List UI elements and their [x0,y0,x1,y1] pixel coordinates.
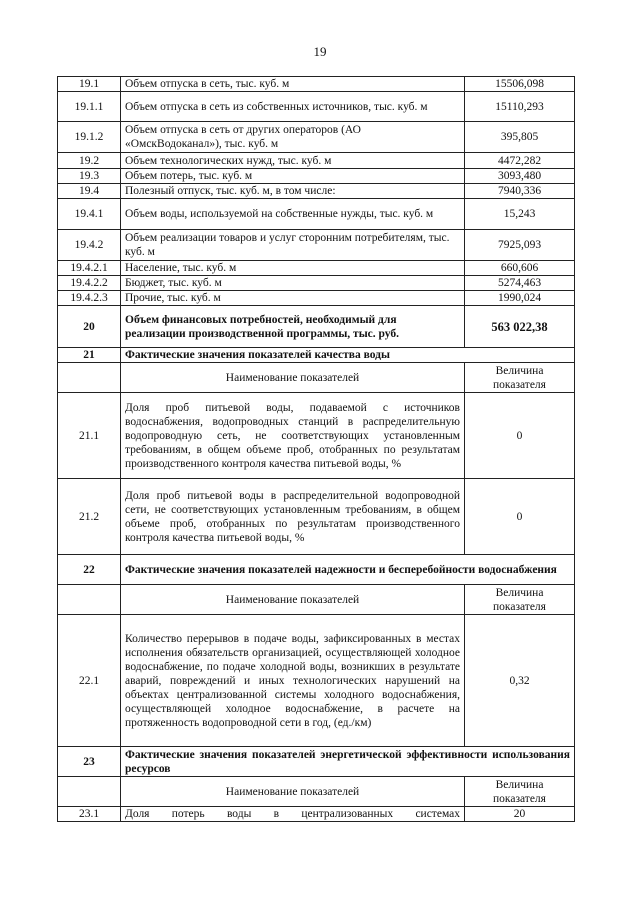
table-row [58,122,575,153]
table-row-total [58,306,575,348]
table-row [58,291,575,306]
row-description: Доля потерь воды в централизованных системах [121,807,465,822]
row-value: 15110,293 [465,92,575,122]
section-number: 21 [58,348,121,363]
table-row [58,615,575,747]
row-value: 15,243 [465,199,575,230]
row-description: Объем технологических нужд, тыс. куб. м [121,153,465,169]
row-description: Объем отпуска в сеть из собственных источников, тыс. куб. м [121,92,465,122]
row-number: 19.4 [58,184,121,199]
section-number: 23 [58,747,121,777]
row-description: Количество перерывов в подаче воды, зафиксированных в местах исполнения обязательств организацией, осуществляющей холодное водоснабжение, по подаче холодной воды, возникших в результате аварий, повреждений и иных технологических нарушений на объектах централизованной системы холодного водоснабжения, осуществляющей холодное водоснабжение, в расчете на протяженность водопроводной сети в год, (ед./км) [121,615,465,747]
table-row [58,261,575,276]
row-description: Объем потерь, тыс. куб. м [121,169,465,184]
program-table-sheet [57,76,574,822]
empty-cell [58,363,121,393]
row-description: Население, тыс. куб. м [121,261,465,276]
section-header-row [58,348,575,363]
row-number: 20 [58,306,121,348]
table-row [58,77,575,92]
section-title: Фактические значения показателей качества воды [121,348,575,363]
row-number: 21.2 [58,479,121,555]
row-value: 15506,098 [465,77,575,92]
row-description: Доля проб питьевой воды в распределительной водопроводной сети, не соответствующих установленным требованиям, в общем объеме проб, отобранных по результатам производственного контроля качества питьевой воды, % [121,479,465,555]
column-header-row [58,777,575,807]
row-value: 0,32 [465,615,575,747]
row-description: Объем отпуска в сеть от других операторов (АО «ОмскВодоканал»), тыс. куб. м [121,122,465,153]
row-value: 7925,093 [465,230,575,261]
section-header-row [58,747,575,777]
row-description: Объем реализации товаров и услуг сторонним потребителям, тыс. куб. м [121,230,465,261]
row-value: 20 [465,807,575,822]
row-number: 23.1 [58,807,121,822]
column-header-value: Величина показателя [465,585,575,615]
row-description: Объем воды, используемой на собственные нужды, тыс. куб. м [121,199,465,230]
row-number: 19.4.2.3 [58,291,121,306]
row-value: 0 [465,479,575,555]
quality-section [57,347,575,555]
row-value: 5274,463 [465,276,575,291]
column-header-name: Наименование показателей [121,363,465,393]
column-header-name: Наименование показателей [121,585,465,615]
empty-cell [58,585,121,615]
row-value: 563 022,38 [465,306,575,348]
row-description: Полезный отпуск, тыс. куб. м, в том числе: [121,184,465,199]
column-header-row [58,363,575,393]
table-row [58,92,575,122]
row-number: 19.2 [58,153,121,169]
row-number: 19.1 [58,77,121,92]
column-header-value: Величина показателя [465,777,575,807]
row-number: 22.1 [58,615,121,747]
row-value: 0 [465,393,575,479]
section-title: Фактические значения показателей энергетической эффективности использования ресурсов [121,747,575,777]
table-row [58,393,575,479]
row-value: 3093,480 [465,169,575,184]
table-row [58,184,575,199]
row-description: Доля проб питьевой воды, подаваемой с источников водоснабжения, водопроводных станций в распределительную водопроводную сеть, не соответствующих установленным требованиям, в общем объеме проб, отобранных по результатам производственного контроля качества питьевой воды, % [121,393,465,479]
row-number: 19.3 [58,169,121,184]
section-number: 22 [58,555,121,585]
table-row [58,153,575,169]
row-description: Бюджет, тыс. куб. м [121,276,465,291]
row-value: 1990,024 [465,291,575,306]
row-value: 660,606 [465,261,575,276]
row-number: 19.4.1 [58,199,121,230]
row-value: 7940,336 [465,184,575,199]
table-row [58,807,575,822]
row-value: 395,805 [465,122,575,153]
column-header-value: Величина показателя [465,363,575,393]
reliability-section [57,554,575,747]
row-number: 19.4.2 [58,230,121,261]
page-number: 19 [313,44,327,59]
table-row [58,276,575,291]
table-row [58,230,575,261]
table-row [58,479,575,555]
section-title: Фактические значения показателей надежности и бесперебойности водоснабжения [121,555,575,585]
table-row [58,199,575,230]
empty-cell [58,777,121,807]
row-description: Прочие, тыс. куб. м [121,291,465,306]
column-header-row [58,585,575,615]
row-number: 19.1.1 [58,92,121,122]
efficiency-section [57,746,575,822]
row-number: 19.4.2.1 [58,261,121,276]
row-number: 19.1.2 [58,122,121,153]
row-number: 19.4.2.2 [58,276,121,291]
column-header-name: Наименование показателей [121,777,465,807]
row-number: 21.1 [58,393,121,479]
row-description: Объем отпуска в сеть, тыс. куб. м [121,77,465,92]
row-value: 4472,282 [465,153,575,169]
table-row [58,169,575,184]
row-description: Объем финансовых потребностей, необходимый для реализации производственной программы, тыс. руб. [121,306,465,348]
volume-table [57,76,575,348]
section-header-row [58,555,575,585]
